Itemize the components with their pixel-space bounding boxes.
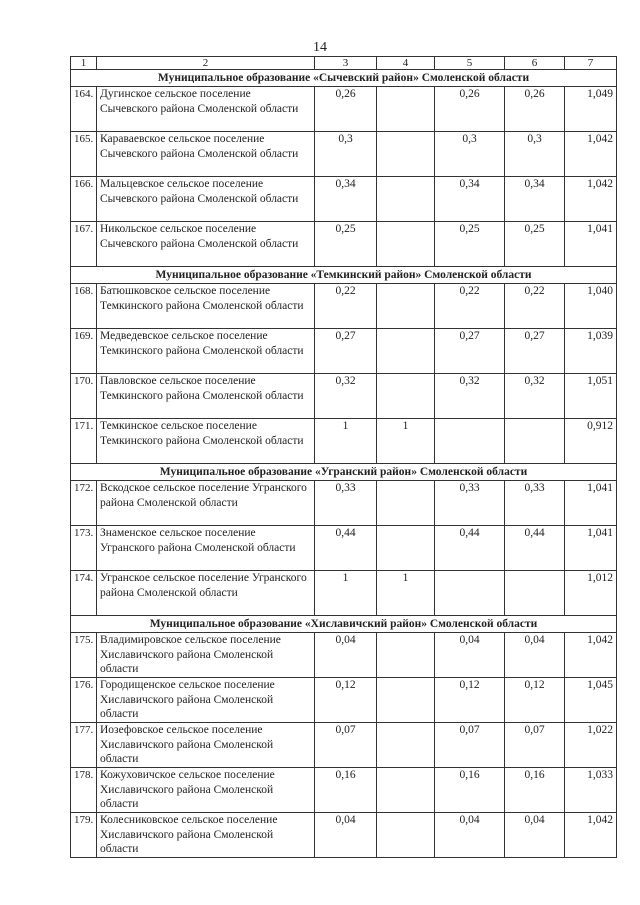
value-col-3: 0,22	[315, 284, 377, 329]
settlement-name: Никольское сельское поселение Сычевского района Смоленской области	[97, 222, 315, 267]
row-number: 174.	[71, 571, 97, 616]
table-row	[71, 329, 617, 374]
value-col-4	[377, 678, 435, 723]
value-col-3: 0,34	[315, 177, 377, 222]
row-number: 178.	[71, 768, 97, 813]
settlement-name: Медведевское сельское поселение Темкинского района Смоленской области	[97, 329, 315, 374]
value-col-7: 1,049	[565, 87, 617, 132]
value-col-6: 0,07	[505, 723, 565, 768]
value-col-5: 0,07	[435, 723, 505, 768]
table-row	[71, 284, 617, 329]
row-number: 165.	[71, 132, 97, 177]
row-number: 176.	[71, 678, 97, 723]
value-col-3: 0,32	[315, 374, 377, 419]
table-row	[71, 132, 617, 177]
value-col-6: 0,25	[505, 222, 565, 267]
value-col-6: 0,33	[505, 481, 565, 526]
settlement-name: Павловское сельское поселение Темкинского района Смоленской области	[97, 374, 315, 419]
table-row	[71, 177, 617, 222]
value-col-3: 0,04	[315, 633, 377, 678]
value-col-4	[377, 222, 435, 267]
section-header-row	[71, 464, 617, 481]
section-title: Муниципальное образование «Угранский район» Смоленской области	[71, 464, 617, 481]
value-col-4	[377, 177, 435, 222]
value-col-6: 0,12	[505, 678, 565, 723]
table-row	[71, 768, 617, 813]
value-col-4	[377, 723, 435, 768]
row-number: 169.	[71, 329, 97, 374]
value-col-3: 0,3	[315, 132, 377, 177]
value-col-7: 1,022	[565, 723, 617, 768]
settlement-name: Колесниковское сельское поселение Хиславичского района Смоленской области	[97, 813, 315, 858]
section-header-row	[71, 70, 617, 87]
table-row	[71, 374, 617, 419]
value-col-5: 0,04	[435, 633, 505, 678]
row-number: 179.	[71, 813, 97, 858]
value-col-3: 0,27	[315, 329, 377, 374]
column-header: 3	[315, 57, 377, 70]
table-row	[71, 678, 617, 723]
value-col-7: 1,042	[565, 132, 617, 177]
value-col-5	[435, 419, 505, 464]
value-col-7: 1,012	[565, 571, 617, 616]
column-header: 5	[435, 57, 505, 70]
value-col-3: 0,12	[315, 678, 377, 723]
value-col-3: 0,16	[315, 768, 377, 813]
section-title: Муниципальное образование «Сычевский район» Смоленской области	[71, 70, 617, 87]
value-col-7: 1,041	[565, 481, 617, 526]
value-col-3: 0,04	[315, 813, 377, 858]
table-row	[71, 526, 617, 571]
value-col-5: 0,34	[435, 177, 505, 222]
column-header: 7	[565, 57, 617, 70]
table-row	[71, 633, 617, 678]
row-number: 170.	[71, 374, 97, 419]
value-col-3: 1	[315, 571, 377, 616]
value-col-5: 0,25	[435, 222, 505, 267]
value-col-5: 0,26	[435, 87, 505, 132]
value-col-6: 0,3	[505, 132, 565, 177]
row-number: 172.	[71, 481, 97, 526]
section-header-row	[71, 267, 617, 284]
section-title: Муниципальное образование «Темкинский район» Смоленской области	[71, 267, 617, 284]
value-col-6: 0,27	[505, 329, 565, 374]
row-number: 168.	[71, 284, 97, 329]
value-col-4	[377, 633, 435, 678]
value-col-7: 1,041	[565, 222, 617, 267]
table-row	[71, 87, 617, 132]
table-row	[71, 813, 617, 858]
row-number: 164.	[71, 87, 97, 132]
value-col-7: 1,051	[565, 374, 617, 419]
value-col-6: 0,22	[505, 284, 565, 329]
settlement-name: Вскодское сельское поселение Угранского района Смоленской области	[97, 481, 315, 526]
value-col-7: 1,042	[565, 633, 617, 678]
value-col-7: 1,039	[565, 329, 617, 374]
table-row	[71, 481, 617, 526]
column-header: 2	[97, 57, 315, 70]
value-col-4	[377, 768, 435, 813]
settlement-name: Угранское сельское поселение Угранского района Смоленской области	[97, 571, 315, 616]
value-col-3: 0,26	[315, 87, 377, 132]
value-col-5: 0,22	[435, 284, 505, 329]
value-col-6: 0,04	[505, 813, 565, 858]
row-number: 177.	[71, 723, 97, 768]
value-col-4	[377, 374, 435, 419]
table-row	[71, 222, 617, 267]
row-number: 173.	[71, 526, 97, 571]
value-col-3: 0,44	[315, 526, 377, 571]
value-col-3: 0,07	[315, 723, 377, 768]
value-col-4	[377, 284, 435, 329]
value-col-4	[377, 526, 435, 571]
value-col-4: 1	[377, 571, 435, 616]
value-col-3: 0,25	[315, 222, 377, 267]
table-row	[71, 723, 617, 768]
value-col-4	[377, 87, 435, 132]
value-col-4	[377, 813, 435, 858]
value-col-5: 0,16	[435, 768, 505, 813]
settlement-name: Знаменское сельское поселение Угранского района Смоленской области	[97, 526, 315, 571]
value-col-6	[505, 419, 565, 464]
column-header: 6	[505, 57, 565, 70]
value-col-7: 1,040	[565, 284, 617, 329]
page-number: 14	[313, 40, 327, 55]
value-col-4	[377, 481, 435, 526]
column-header: 1	[71, 57, 97, 70]
value-col-6: 0,26	[505, 87, 565, 132]
value-col-3: 1	[315, 419, 377, 464]
value-col-7: 1,033	[565, 768, 617, 813]
value-col-7: 0,912	[565, 419, 617, 464]
column-header: 4	[377, 57, 435, 70]
value-col-5	[435, 571, 505, 616]
value-col-5: 0,12	[435, 678, 505, 723]
coefficients-table	[70, 56, 617, 858]
value-col-5: 0,33	[435, 481, 505, 526]
value-col-5: 0,32	[435, 374, 505, 419]
value-col-6: 0,44	[505, 526, 565, 571]
value-col-5: 0,44	[435, 526, 505, 571]
settlement-name: Иозефовское сельское поселение Хиславичского района Смоленской области	[97, 723, 315, 768]
value-col-7: 1,042	[565, 177, 617, 222]
value-col-4	[377, 132, 435, 177]
settlement-name: Мальцевское сельское поселение Сычевского района Смоленской области	[97, 177, 315, 222]
value-col-6	[505, 571, 565, 616]
settlement-name: Городищенское сельское поселение Хиславичского района Смоленской области	[97, 678, 315, 723]
table-row	[71, 419, 617, 464]
row-number: 166.	[71, 177, 97, 222]
table-row	[71, 571, 617, 616]
value-col-7: 1,041	[565, 526, 617, 571]
section-title: Муниципальное образование «Хиславичский район» Смоленской области	[71, 616, 617, 633]
value-col-6: 0,34	[505, 177, 565, 222]
value-col-6: 0,04	[505, 633, 565, 678]
value-col-6: 0,32	[505, 374, 565, 419]
settlement-name: Батюшковское сельское поселение Темкинского района Смоленской области	[97, 284, 315, 329]
value-col-6: 0,16	[505, 768, 565, 813]
value-col-7: 1,042	[565, 813, 617, 858]
value-col-5: 0,04	[435, 813, 505, 858]
settlement-name: Дугинское сельское поселение Сычевского района Смоленской области	[97, 87, 315, 132]
settlement-name: Владимировское сельское поселение Хиславичского района Смоленской области	[97, 633, 315, 678]
settlement-name: Караваевское сельское поселение Сычевского района Смоленской области	[97, 132, 315, 177]
value-col-4	[377, 329, 435, 374]
value-col-5: 0,27	[435, 329, 505, 374]
row-number: 171.	[71, 419, 97, 464]
value-col-3: 0,33	[315, 481, 377, 526]
row-number: 175.	[71, 633, 97, 678]
section-header-row	[71, 616, 617, 633]
value-col-7: 1,045	[565, 678, 617, 723]
row-number: 167.	[71, 222, 97, 267]
value-col-4: 1	[377, 419, 435, 464]
column-header-row	[71, 57, 617, 70]
settlement-name: Темкинское сельское поселение Темкинского района Смоленской области	[97, 419, 315, 464]
value-col-5: 0,3	[435, 132, 505, 177]
settlement-name: Кожуховичское сельское поселение Хиславичского района Смоленской области	[97, 768, 315, 813]
